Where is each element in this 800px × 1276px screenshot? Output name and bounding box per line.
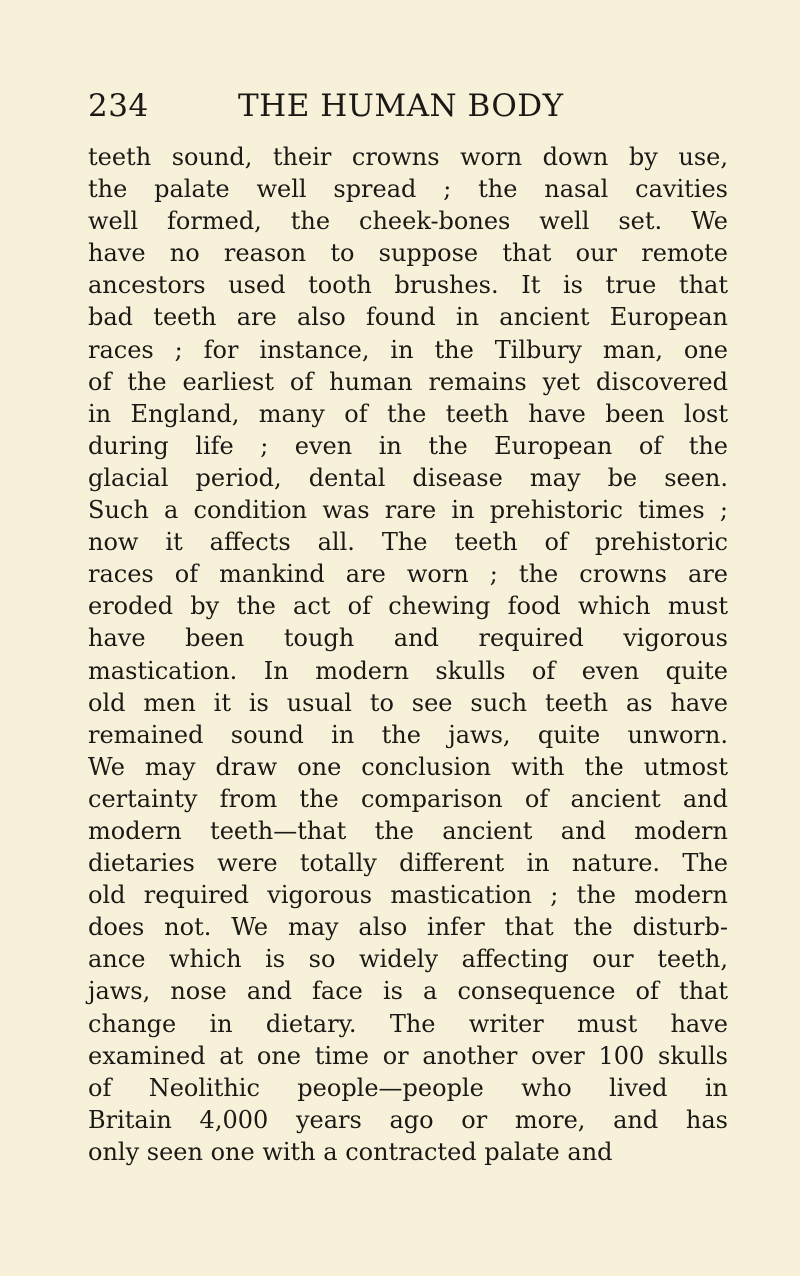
text-line: only seen one with a contracted palate and bbox=[88, 1137, 613, 1166]
text-line: old men it is usual to see such teeth as have bbox=[88, 688, 728, 717]
text-line: have no reason to suppose that our remote bbox=[88, 239, 728, 268]
text-line: examined at one time or another over 100 skulls bbox=[88, 1041, 728, 1070]
text-line: eroded by the act of chewing food which must bbox=[88, 592, 728, 621]
text-line: during life ; even in the European of the bbox=[88, 431, 728, 460]
text-line: Britain 4,000 years ago or more, and has bbox=[88, 1105, 728, 1134]
text-line: certainty from the comparison of ancient and bbox=[88, 784, 728, 813]
text-line: teeth sound, their crowns worn down by use, bbox=[88, 143, 728, 171]
text-line: modern teeth—that the ancient and modern bbox=[88, 816, 728, 845]
text-line: of the earliest of human remains yet discovered bbox=[88, 367, 728, 396]
text-line: bad teeth are also found in ancient European bbox=[88, 303, 728, 332]
text-line: races of mankind are worn ; the crowns are bbox=[88, 560, 728, 589]
text-line: dietaries were totally different in nature. The bbox=[88, 849, 728, 878]
text-line: glacial period, dental disease may be seen. bbox=[88, 463, 728, 492]
running-head bbox=[88, 88, 728, 128]
text-line: remained sound in the jaws, quite unworn. bbox=[88, 720, 728, 749]
body-paragraph bbox=[88, 141, 728, 1168]
text-line: races ; for instance, in the Tilbury man, one bbox=[88, 335, 728, 364]
text-line: well formed, the cheek-bones well set. We bbox=[88, 207, 728, 236]
text-line: mastication. In modern skulls of even quite bbox=[88, 656, 728, 685]
text-line: We may draw one conclusion with the utmost bbox=[88, 752, 728, 781]
text-line: in England, many of the teeth have been lost bbox=[88, 399, 728, 428]
text-line: ance which is so widely affecting our teeth, bbox=[88, 945, 728, 974]
text-line: of Neolithic people—people who lived in bbox=[88, 1073, 728, 1102]
text-line: does not. We may also infer that the disturb- bbox=[88, 913, 728, 942]
text-line: jaws, nose and face is a consequence of that bbox=[88, 977, 728, 1006]
text-line: Such a condition was rare in prehistoric times ; bbox=[88, 496, 728, 525]
text-line: now it affects all. The teeth of prehistoric bbox=[88, 528, 728, 557]
text-line: have been tough and required vigorous bbox=[88, 624, 728, 653]
text-line: ancestors used tooth brushes. It is true that bbox=[88, 271, 728, 300]
text-line: old required vigorous mastication ; the modern bbox=[88, 881, 728, 910]
text-line: change in dietary. The writer must have bbox=[88, 1009, 728, 1038]
page-number: 234 bbox=[88, 88, 149, 124]
running-title: THE HUMAN BODY bbox=[238, 88, 564, 124]
text-line: the palate well spread ; the nasal cavities bbox=[88, 175, 728, 204]
